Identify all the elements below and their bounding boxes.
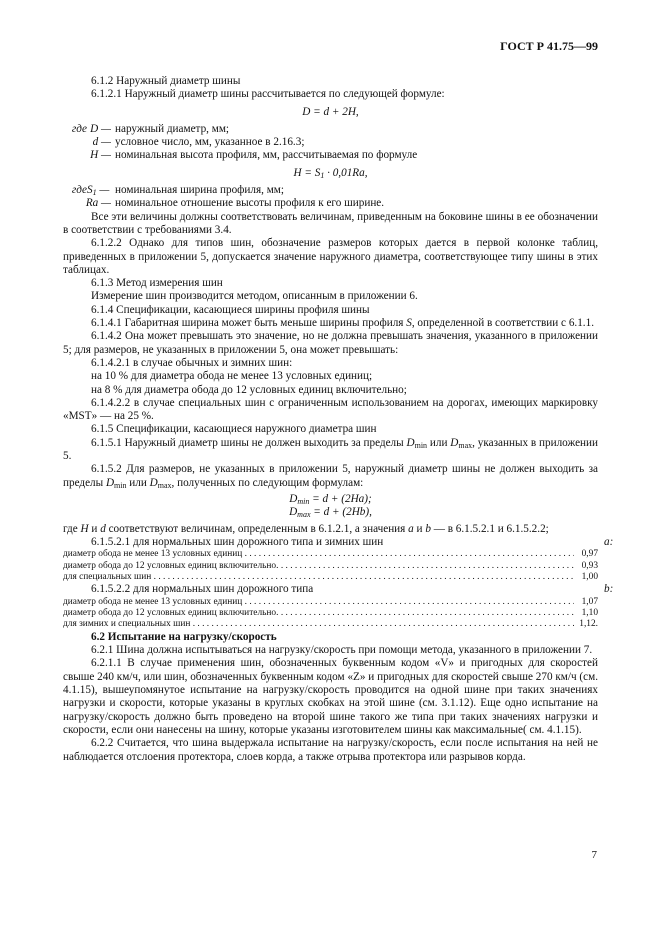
clause-6-1-2-2: 6.1.2.2 Однако для типов шин, обозначение размеров которых дается в первой колонке таблиц, приведенных в приложении 5, допускается значение наружного диаметра, соответствующее типу шины в этих таблицах. [63,237,598,276]
definition-term: $S_1$ — [87,184,110,198]
formula-dmin: $D_{min} = d + (2Ha)$; [289,492,372,506]
formula-profile-height: $H = S_1 \cdot 0,01Ra$, [293,166,368,180]
row-value: 1,12. [579,619,598,630]
clause-6-1-3: 6.1.3 Метод измерения шин [91,277,223,290]
definition-lead [63,149,87,162]
clause-6-1-5-2: 6.1.5.2 Для размеров, не указанных в приложении 5, наружный диаметр шины не должен выходить за пределы $D_{min}$ или $D_{max}$, полученных по следующим формулам: [63,463,598,490]
table-symbol: b: [604,583,614,596]
table-row [63,561,598,572]
coefficient-table-a [63,535,614,584]
clause-6-1-4-2-2: 6.1.4.2.2 в случае специальных шин с ограниченным использованием на дорогах, имеющих маркировку «MST» — на 25 %. [63,396,598,423]
row-value: 0,97 [581,549,598,560]
paragraph-10-percent: на 10 % для диаметра обода не менее 13 условных единиц; [91,370,373,383]
definition-text: наружный диаметр, мм; [115,122,230,135]
paragraph-values-match: Все эти величины должны соответствовать величинам, приведенным на боковине шины в ее обозначении в соответствии с требованиями 3.4. [63,210,598,236]
paragraph-measurement: Измерение шин производится методом, описанным в приложении 6. [91,290,418,303]
document-page [63,39,614,764]
row-value: 1,10 [581,608,598,619]
clause-6-1-2: 6.1.2 Наружный диаметр шины [91,75,241,87]
clause-6-2-1: 6.2.1 Шина должна испытываться на нагрузку/скорость при помощи метода, указанного в приложении 7. [91,644,593,657]
table-row [63,549,598,560]
definition-lead: где [71,122,87,135]
definitions-1 [63,123,598,163]
definition-lead: где [71,184,87,197]
definition-lead [63,136,87,149]
paragraph-8-percent: на 8 % для диаметра обода до 12 условных единиц включительно; [91,383,407,396]
clause-6-1-5-1: 6.1.5.1 Наружный диаметр шины не должен выходить за пределы $D_{min}$ или $D_{max}$, указанных в приложении 5. [63,436,599,463]
clause-6-1-4-2: 6.1.4.2 Она может превышать это значение, но не должна превышать значения, указанного в приложении 5; для размеров, не указанных в приложении 5, она может превышать: [63,330,598,356]
row-label: диаметр обода до 12 условных единиц включительно. . . . [63,608,574,619]
definition-text: условное число, мм, указанное в 2.16.3; [115,136,305,149]
definition-row [63,136,598,149]
formula-outer-diameter: D = d + 2H, [302,105,359,118]
clause-6-2-2: 6.2.2 Считается, что шина выдержала испытание на нагрузку/скорость, если после испытания на ней не наблюдается отслоения протектора, слоев корда, а также отрыва протектора или разрывов корда. [63,737,598,763]
document-header: ГОСТ Р 41.75—99 [500,39,598,53]
page-number: 7 [591,849,597,861]
table-heading [63,583,614,596]
table-row [63,608,598,619]
clause-6-1-4: 6.1.4 Спецификации, касающиеся ширины профиля шины [91,303,370,316]
table-heading-text: 6.1.5.2.2 для нормальных шин дорожного типа [91,583,314,596]
definition-lead [63,197,79,210]
table-heading-text: 6.1.5.2.1 для нормальных шин дорожного типа и зимних шин [91,535,384,548]
row-value: 1,07 [581,596,598,607]
definitions-2 [63,184,598,211]
row-value: 0,93 [581,560,598,571]
definition-row [63,197,598,210]
definition-row [63,149,598,162]
clause-6-2-1-1: 6.2.1.1 В случае применения шин, обозначенных буквенным кодом «V» и пригодных для скоростей свыше 240 км/ч, или шин, обозначенных буквенным кодом «Z» и пригодных для скоростей свыше 270 км/ч (см. 4.1.15), вышеупомянутое испытание на нагрузку/скорость проводится на одной шине при таких значениях нагрузки и скорости, которые указаны в круглых скобках на этой шине (см. 3.1.12). Еще одно испытание на нагрузку/скорость должно быть проведено на второй шине такого же типа при таких значениях нагрузки и скорости, если они нанесены на шину, которые указаны изготовителем шины как максимальные( см. 4.1.15). [63,657,598,736]
clause-6-1-4-2-1: 6.1.4.2.1 в случае обычных и зимних шин: [91,356,293,369]
section-heading-6-2: 6.2 Испытание на нагрузку/скорость [91,630,277,643]
table-symbol: a: [604,535,614,548]
definition-text: номинальная высота профиля, мм, рассчитываемая по формуле [115,149,418,162]
definition-text: номинальная ширина профиля, мм; [115,184,284,197]
table-row [63,597,598,608]
coefficient-table-b [63,583,614,631]
definition-text: номинальное отношение высоты профиля к его ширине. [115,197,385,210]
row-label: диаметр обода не менее 13 условных единиц . . . [63,549,574,560]
table-row [63,619,598,630]
definition-term: Ra — [85,197,111,210]
clause-6-1-2-1: 6.1.2.1 Наружный диаметр шины рассчитывается по следующей формуле: [91,88,445,101]
row-label: для зимних и специальных шин . . . [63,619,574,630]
clause-6-1-5: 6.1.5 Спецификации, касающиеся наружного диаметра шин [91,423,377,436]
row-label: диаметр обода не менее 13 условных единиц . . . [63,597,574,608]
row-value: 1,00 [581,571,598,582]
formula-dmax: $D_{max} = d + (2Hb)$, [289,506,372,520]
definition-term: D — [90,122,111,135]
table-heading [63,535,614,549]
clause-6-1-4-1: 6.1.4.1 Габаритная ширина может быть меньше ширины профиля S, определенной в соответствии с 6.1.1. [91,317,594,330]
paragraph-where-h-d: где H и d соответствуют величинам, определенным в 6.1.2.1, а значения a и b — в 6.1.5.2.1 и 6.1.5.2.2; [63,522,549,535]
definition-term: H — [90,149,111,162]
row-label: для специальных шин . . . [63,572,574,583]
definition-term: d — [92,136,111,149]
table-row [63,572,598,583]
definition-row [63,123,598,136]
definition-row [63,184,598,197]
row-label: диаметр обода до 12 условных единиц включительно. . . . [63,561,574,572]
